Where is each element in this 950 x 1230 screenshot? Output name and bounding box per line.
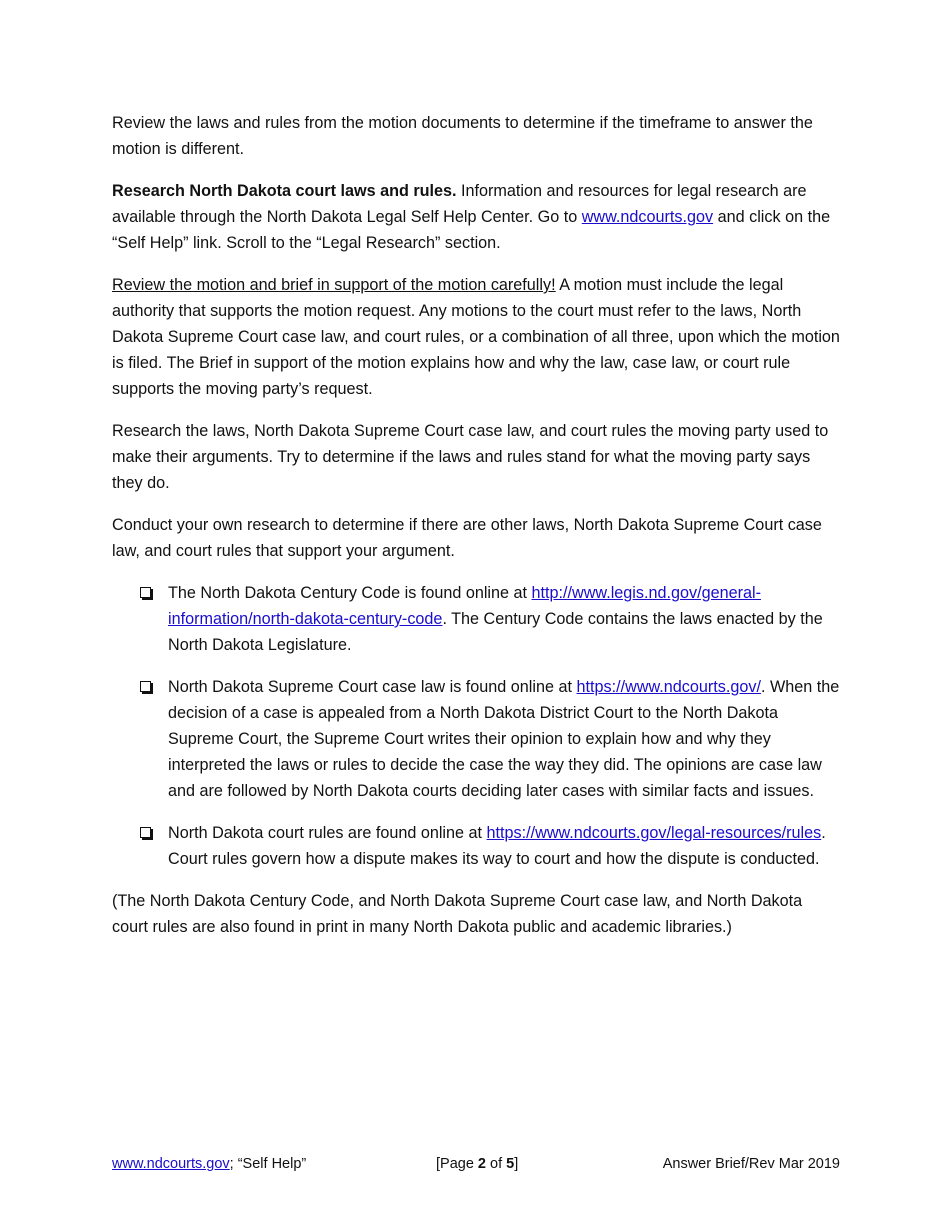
research-text-b: and click on the “Self Help” link. Scroll to the “Legal Research” section. bbox=[112, 208, 831, 252]
page-number-of: of bbox=[486, 1156, 507, 1172]
ndcourts-link[interactable]: www.ndcourts.gov bbox=[581, 208, 714, 226]
page-number-prefix: [Page bbox=[436, 1156, 478, 1172]
checklist-text-after: . The Century Code contains the laws enacted by the North Dakota Legislature. bbox=[168, 610, 823, 654]
paragraph-research-intro bbox=[112, 178, 840, 256]
page-total: 5 bbox=[506, 1156, 515, 1172]
checklist-text-before: North Dakota Supreme Court case law is found online at bbox=[168, 678, 577, 696]
paragraph-research-laws: Research the laws, North Dakota Supreme Court case law, and court rules the moving party used to make their arguments. Try to determine if the laws and rules stand for what the moving party says they do. bbox=[112, 422, 829, 492]
paragraph-timeframe: Review the laws and rules from the motion documents to determine if the timeframe to answer the motion is different. bbox=[112, 114, 813, 158]
page-number bbox=[436, 1153, 518, 1175]
paragraph-print-libraries: (The North Dakota Century Code, and North Dakota Supreme Court case law, and North Dakota court rules are also found in print in many North Dakota public and academic libraries.) bbox=[112, 892, 803, 936]
page-footer bbox=[112, 1153, 840, 1175]
checkbox-icon bbox=[140, 827, 151, 838]
footer-ndcourts-link[interactable]: www.ndcourts.gov bbox=[112, 1156, 230, 1172]
checklist-text-before: The North Dakota Century Code is found online at bbox=[168, 584, 532, 602]
footer-self-help-text: ; “Self Help” bbox=[229, 1156, 307, 1172]
page-current: 2 bbox=[477, 1156, 486, 1172]
checklist-item-case-law bbox=[112, 674, 840, 804]
checklist-item-court-rules bbox=[112, 820, 840, 872]
paragraph-own-research: Conduct your own research to determine if there are other laws, North Dakota Supreme Court case law, and court rules that support your argument. bbox=[112, 516, 822, 560]
document-body bbox=[112, 110, 840, 956]
checklist-text-after: . Court rules govern how a dispute makes its way to court and how the dispute is conducted. bbox=[168, 824, 826, 868]
research-heading: Research North Dakota court laws and rules. bbox=[112, 182, 457, 200]
case-law-link[interactable]: https://www.ndcourts.gov/ bbox=[576, 678, 761, 696]
court-rules-link[interactable]: https://www.ndcourts.gov/legal-resources/rules bbox=[486, 824, 822, 842]
resource-checklist bbox=[112, 580, 840, 872]
checklist-item-century-code bbox=[112, 580, 840, 658]
century-code-link[interactable]: http://www.legis.nd.gov/general-information/north-dakota-century-code bbox=[168, 584, 761, 628]
footer-revision: Answer Brief/Rev Mar 2019 bbox=[662, 1156, 840, 1172]
checkbox-icon bbox=[140, 587, 151, 598]
page-number-suffix: ] bbox=[514, 1156, 519, 1172]
research-text-a: Information and resources for legal research are available through the North Dakota Legal Self Help Center. Go to bbox=[112, 182, 807, 226]
checkbox-icon bbox=[140, 681, 151, 692]
paragraph-review-motion bbox=[112, 272, 840, 402]
review-motion-text: A motion must include the legal authority that supports the motion request. Any motions to the court must refer to the laws, North Dakota Supreme Court case law, and court rules, or a combination of all three, upon which the motion is filed. The Brief in support of the motion explains how and why the law, case law, or court rule supports the moving party’s request. bbox=[112, 276, 840, 398]
checklist-text-before: North Dakota court rules are found online at bbox=[168, 824, 487, 842]
checklist-text-after: . When the decision of a case is appealed from a North Dakota District Court to the North Dakota Supreme Court, the Supreme Court writes their opinion to explain how and why they interpreted the laws or rules to decide the case the way they did. The opinions are case law and are followed by North Dakota courts deciding later cases with similar facts and issues. bbox=[168, 678, 840, 800]
footer-left bbox=[112, 1153, 306, 1175]
review-motion-underlined: Review the motion and brief in support of the motion carefully! bbox=[112, 276, 556, 294]
